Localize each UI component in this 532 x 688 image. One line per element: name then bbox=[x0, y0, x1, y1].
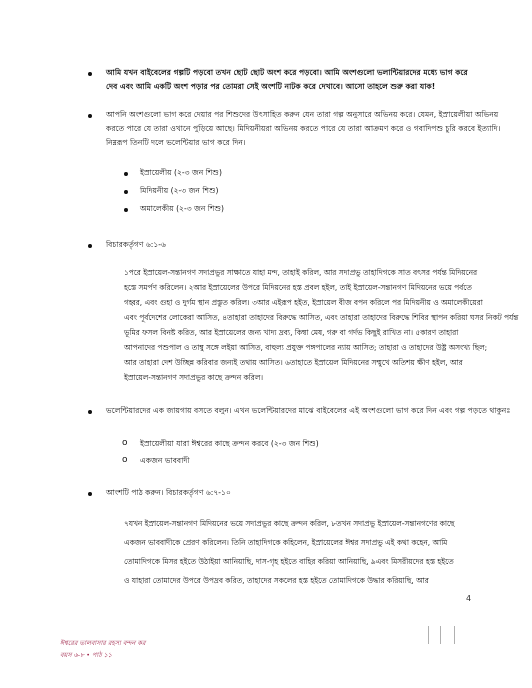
role-item: একজন ভাববাদী bbox=[140, 456, 190, 465]
footer-subtitle: বয়স ৬-৮ • পাঠ ১১ bbox=[60, 651, 112, 659]
scripture-line: তোমাদিগকে মিসর হইতে উঠাইয়া আনিয়াছি, দাস-গৃহ হইতে বাহির করিয়া আনিয়াছি, ৯এবং মিসরীয়দের হস্ত হইতে bbox=[124, 557, 454, 566]
scripture-line: ও যাহারা তোমাদের উপরে উপদ্রব করিত, তাহাদের সকলের হস্ত হইতে তোমাদিগকে উদ্ধার করিয়াছি, আর bbox=[124, 576, 429, 585]
group-item: অমালেকীয় (২-৩ জন শিশু) bbox=[140, 204, 224, 213]
reading-2-reference: আংশটি পাঠ করুন। বিচারকর্তৃগণ ৬:৭-১০ bbox=[106, 488, 231, 497]
group-bullet bbox=[124, 190, 128, 194]
group-item: মিদিয়নীয় (২-৩ জন শিশু) bbox=[140, 186, 219, 195]
bullet-reading-1 bbox=[88, 244, 92, 248]
scripture-line: আপনাদের পশুপাল ও তাম্বু সঙ্গে লইয়া আসিত, বাহুল্য প্রযুক্ত পঙ্গপালের ন্যায় আসিত; তাহারা ও তাহাদের উষ্ট্র অসংখ্য ছিল; bbox=[124, 343, 488, 352]
group-bullet bbox=[124, 208, 128, 212]
instructions-line-2: করতে পারে যে তারা ওখানে পুড়িয়ে আছে। মিদিয়নীয়রা অভিনয় করতে পারে যে তারা আক্রমণ করে ও গবাদিপশু চুরি করবে ইত্যাদি। bbox=[106, 124, 501, 133]
reading-1-reference: বিচারকর্তৃগণ ৬:১-৬ bbox=[106, 240, 166, 249]
intro-line-2: দেব এবং আমি একটি অংশ পড়ার পর তোমরা সেই অংশটি নাটক করে দেখাবে। আসো তাহলে শুরু করা যাক! bbox=[106, 82, 436, 91]
scripture-line: ভূমির ফসল বিনষ্ট করিত, আর ইস্রায়েলের জন্য খাদ্য দ্রব্য, কিম্বা মেষ, গরু বা গর্দভ কিছুই রাখিত না। ৫কারণ তাহারা bbox=[124, 328, 459, 337]
role-item: ইস্রায়েলীয়া যারা ঈশ্বরের কাছে ক্রন্দন করবে (২-৩ জন শিশু) bbox=[140, 439, 319, 448]
volunteer-instruction: ভলেন্টিয়ারদের এক জায়গায় বসতে বলুন। এখন ভলেন্টিয়ারদের মাঝে বাইবেলের এই অংশগুলো ভাগ করে দিন এবং গল্প পড়তে থাকুনঃ bbox=[106, 406, 511, 415]
scripture-line: ১পরে ইস্রায়েল-সন্তানগণ সদাপ্রভুর সাক্ষাতে যাহা মন্দ, তাহাই করিল, আর সদাপ্রভু তাহাদিগকে সাত বৎসর পর্যন্ত মিদিয়নের bbox=[124, 268, 478, 277]
role-bullet: o bbox=[122, 438, 128, 448]
scripture-line: গহ্বর, এবং গুহা ও দুর্গম স্থান প্রস্তুত করিল। ৩আর এইরূপ হইত, ইস্রায়েল বীজ বপন করিলে পর মিদিয়নীয় ও অমালেকীয়েরা bbox=[124, 298, 483, 307]
bullet-instructions bbox=[88, 114, 92, 118]
scripture-line: ইস্রায়েল-সন্তানগণ সদাপ্রভুর কাছে ক্রন্দন করিল। bbox=[124, 373, 263, 382]
group-bullet bbox=[124, 172, 128, 176]
footer-divider bbox=[440, 626, 441, 644]
scripture-line: একজন ভাববাদীকে প্রেরণ করিলেন। তিনি তাহাদিগকে কহিলেন, ইস্রায়েলের ঈশ্বর সদাপ্রভু এই কথা কহেন, আমি bbox=[124, 538, 448, 547]
bullet-reading-2 bbox=[88, 492, 92, 496]
group-item: ইস্রায়েলীয় (২-৩ জন শিশু) bbox=[140, 168, 222, 177]
footer-divider bbox=[454, 626, 455, 644]
footer-title: ঈশ্বরের ভালবাসার রহস্য বন্দন কর bbox=[60, 639, 146, 647]
scripture-line: ৭যখন ইস্রায়েল-সন্তানগণ মিদিয়নের ভয়ে সদাপ্রভুর কাছে ক্রন্দন করিল, ৮তখন সদাপ্রভু ইস্রায়েল-সন্তানগণের কাছে bbox=[124, 519, 455, 528]
bullet-intro bbox=[88, 72, 92, 76]
bullet-volunteer-instruction bbox=[88, 410, 92, 414]
instructions-line-3: নিম্নরূপ তিনটি দলে ভলেন্টিয়ার ভাগ করে দিন। bbox=[106, 138, 246, 147]
instructions-line-1: আপনি অংশগুলো ভাগ করে দেয়ার পর শিশুদের উৎসাহিত করুন যেন তারা গল্প অনুসারে অভিনয় করে। যেমন, ইস্রায়েলীয়া অভিনয় bbox=[106, 110, 499, 119]
footer-divider bbox=[428, 626, 429, 644]
page-number: 4 bbox=[466, 594, 472, 603]
intro-line-1: আমি যখন বাইবেলের গল্পটি পড়বো তখন ছোট ছোট অংশ করে পড়বো। আমি অংশগুলো ভলান্টিয়ারদের মধ্যে ভাগ করে bbox=[106, 68, 468, 77]
role-bullet: o bbox=[122, 455, 128, 465]
scripture-line: হস্তে সমর্পণ করিলেন। ২আর ইস্রায়েলের উপরে মিদিয়নের হস্ত প্রবল হইল, তাই ইস্রায়েল-সন্তানগণ মিদিয়নের ভয়ে পর্বতে bbox=[124, 283, 472, 292]
scripture-line: এবং পূর্বদেশের লোকেরা আসিত, ৪তাহারা তাহাদের বিরুদ্ধে আসিত, এবং তাহারা তাহাদের বিরুদ্ধে শিবির স্থাপন করিয়া ঘসর নিকট পর্যন্ত bbox=[124, 313, 519, 322]
scripture-line: আর তাহারা দেশ উচ্ছিন্ন করিবার জন্যই তথায় আসিত। ৬তাহাতে ইস্রায়েল মিদিয়নের সম্মুখে অতিশয় ক্ষীণ হইল, আর bbox=[124, 358, 463, 367]
